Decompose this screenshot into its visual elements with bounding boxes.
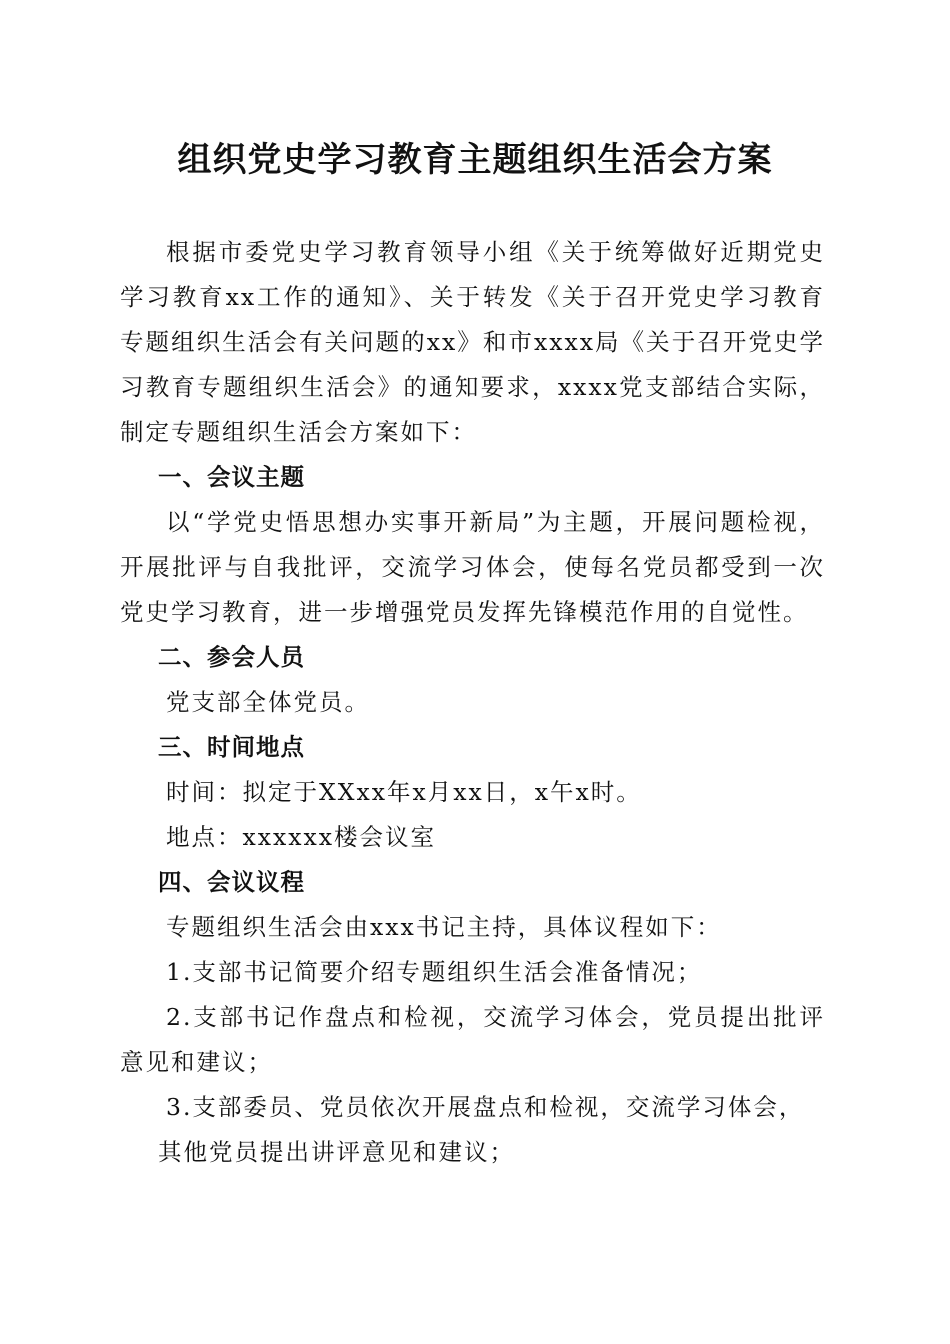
agenda-item-1: 1.支部书记简要介绍专题组织生活会准备情况； <box>166 958 703 986</box>
section-heading-agenda: 四、会议议程 <box>158 868 305 896</box>
document-body <box>120 230 825 1175</box>
agenda-intro-paragraph: 专题组织生活会由xxx书记主持，具体议程如下： <box>166 913 722 941</box>
document-title: 组织党史学习教育主题组织生活会方案 <box>177 140 773 180</box>
intro-paragraph: 根据市委党史学习教育领导小组《关于统筹做好近期党史学习教育xx工作的通知》、关于转发《关于召开党史学习教育专题组织生活会有关问题的xx》和市xxxx局《关于召开党史学习教育专题组织生活会》的通知要求，xxxx党支部结合实际，制定专题组织生活会方案如下： <box>120 238 825 446</box>
attendees-paragraph: 党支部全体党员。 <box>166 688 370 716</box>
place-paragraph: 地点：xxxxxx楼会议室 <box>166 823 437 851</box>
agenda-item-3: 3.支部委员、党员依次开展盘点和检视，交流学习体会， <box>166 1093 805 1121</box>
agenda-item-2: 2.支部书记作盘点和检视，交流学习体会，党员提出批评意见和建议； <box>120 1003 825 1076</box>
section-heading-theme: 一、会议主题 <box>158 463 305 491</box>
time-paragraph: 时间：拟定于XXxx年x月xx日，x午x时。 <box>166 778 642 806</box>
section-heading-attendees: 二、参会人员 <box>158 643 305 671</box>
theme-paragraph: 以“学党史悟思想办实事开新局”为主题，开展问题检视，开展批评与自我批评，交流学习体会，使每名党员都受到一次党史学习教育，进一步增强党员发挥先锋模范作用的自觉性。 <box>120 508 825 626</box>
agenda-item-3-continued: 其他党员提出讲评意见和建议； <box>158 1138 515 1166</box>
section-heading-time-place: 三、时间地点 <box>158 733 305 761</box>
